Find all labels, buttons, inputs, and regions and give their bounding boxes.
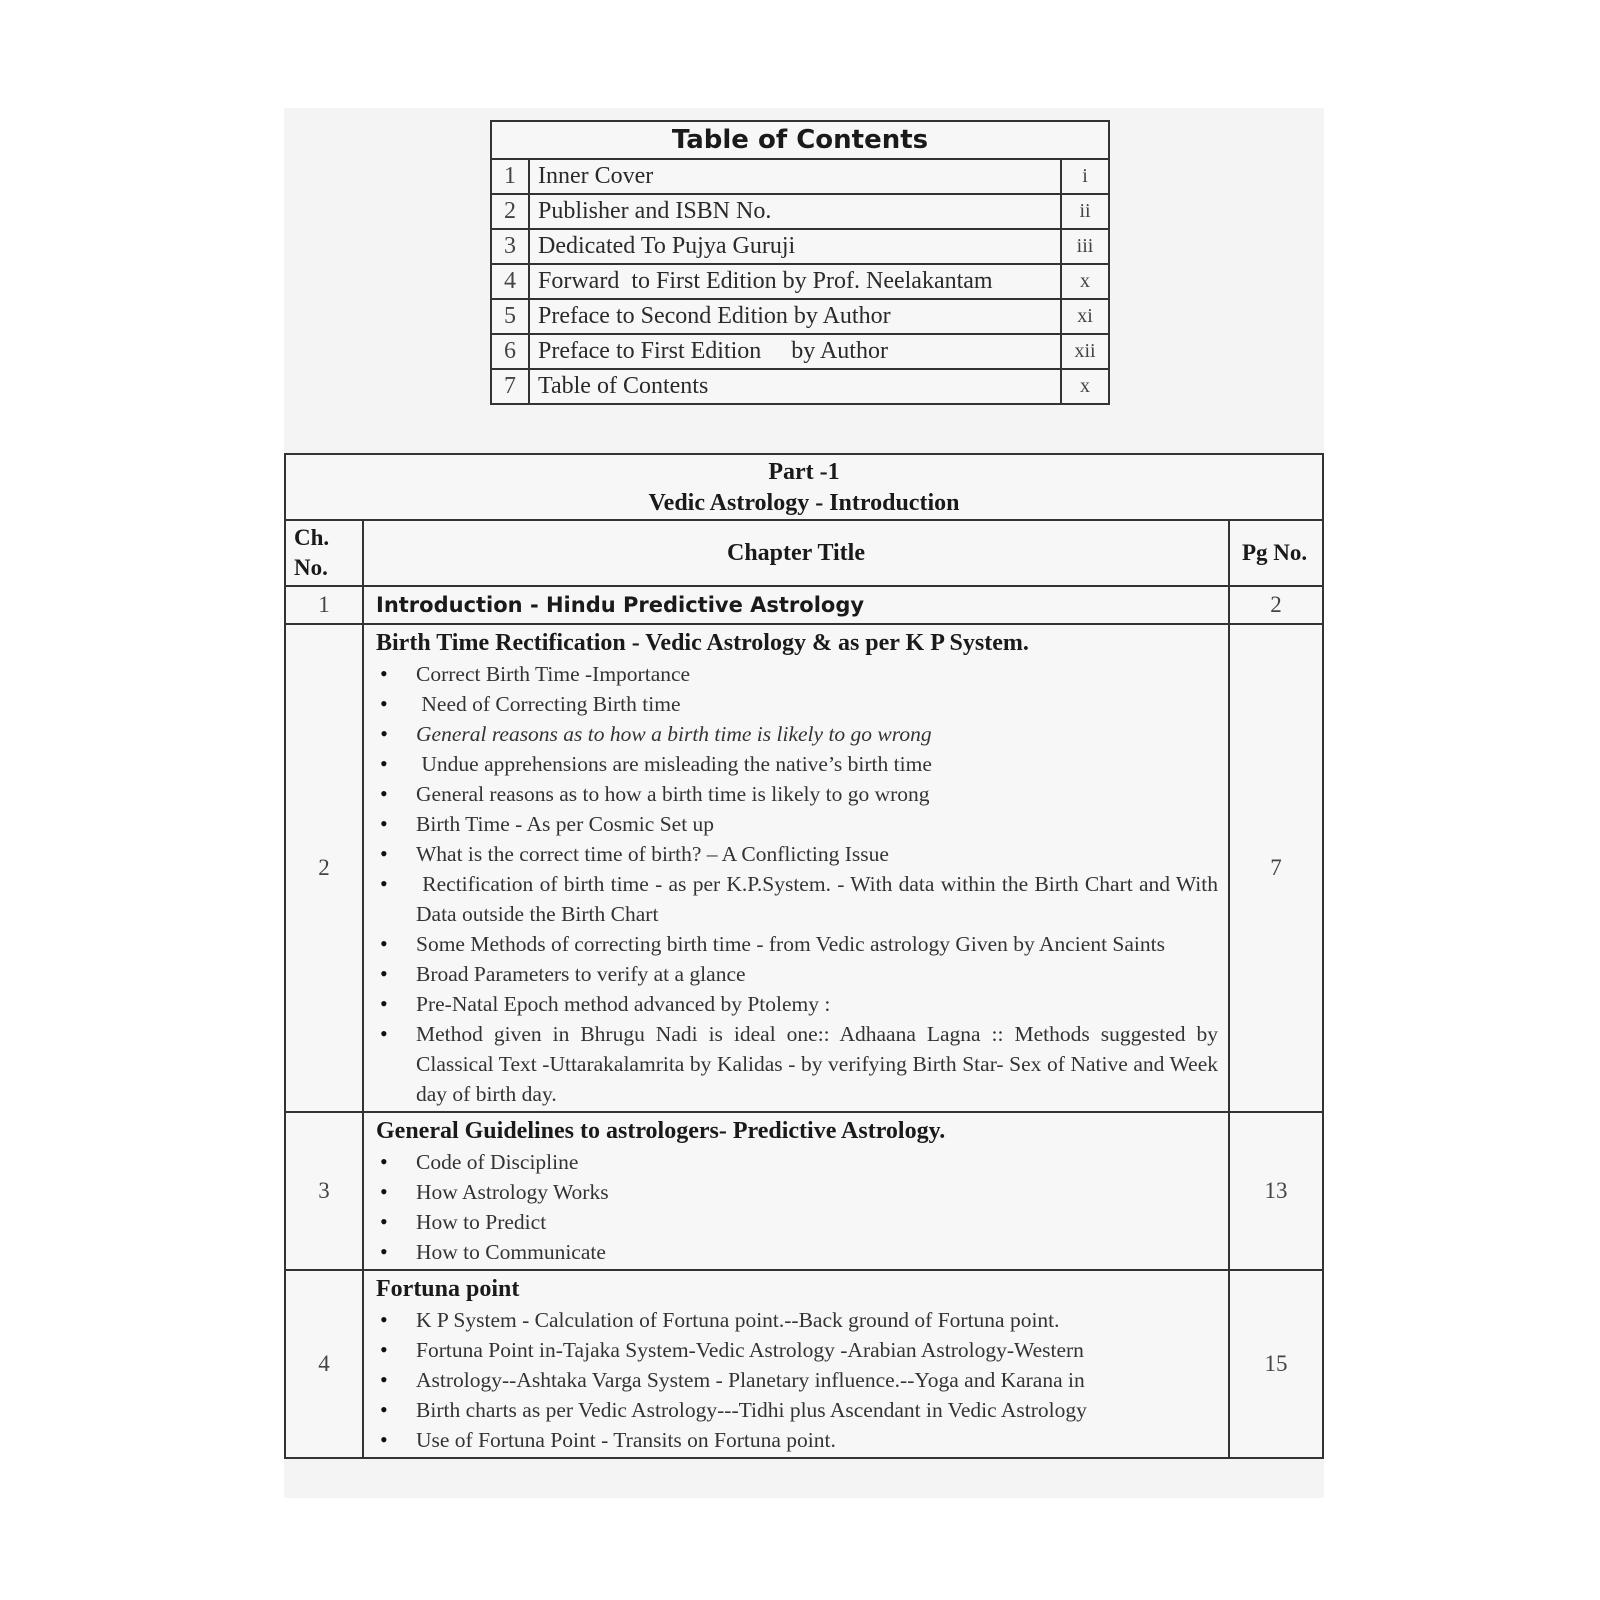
toc-row-title: Forward to First Edition by Prof. Neelakantam [529, 264, 1061, 299]
toc-table [490, 120, 1110, 405]
toc-row-number: 1 [491, 159, 529, 194]
subtopic-list [376, 1305, 1218, 1455]
subtopic-item: • Undue apprehensions are misleading the native’s birth time [376, 749, 1218, 779]
toc-row-title: Table of Contents [529, 369, 1061, 404]
subtopic-item: • Code of Discipline [376, 1147, 1218, 1177]
toc-row-title: Dedicated To Pujya Guruji [529, 229, 1061, 264]
toc-row-number: 3 [491, 229, 529, 264]
toc-row [491, 159, 1109, 194]
toc-row-title: Preface to First Edition by Author [529, 334, 1061, 369]
part-heading: Part -1 [768, 459, 840, 485]
chapter-page: 15 [1229, 1270, 1323, 1458]
column-header-chapter-number: Ch. No. [285, 520, 363, 586]
chapter-number: 1 [285, 586, 363, 624]
toc-row [491, 334, 1109, 369]
chapter-number: 3 [285, 1112, 363, 1270]
chapter-title: General Guidelines to astrologers- Predictive Astrology. [376, 1118, 946, 1144]
subtopic-list [376, 659, 1224, 1109]
subtopic-item: • Rectification of birth time - as per K.P.System. - With data within the Birth Chart and With Data outside the Birth Chart [376, 869, 1218, 929]
subtopic-item: • Astrology--Ashtaka Varga System - Planetary influence.--Yoga and Karana in [376, 1365, 1218, 1395]
subtopic-item: • General reasons as to how a birth time is likely to go wrong [376, 779, 1218, 809]
subtopic-item: • K P System - Calculation of Fortuna point.--Back ground of Fortuna point. [376, 1305, 1218, 1335]
toc-row-page: xi [1061, 299, 1109, 334]
subtopic-item: • Correct Birth Time -Importance [376, 659, 1218, 689]
part-1-table [284, 453, 1324, 1459]
toc-row-number: 7 [491, 369, 529, 404]
chapter-row [285, 1112, 1323, 1270]
toc-row-number: 6 [491, 334, 529, 369]
subtopic-item: • Pre-Natal Epoch method advanced by Ptolemy : [376, 989, 1218, 1019]
subtopic-item: • Use of Fortuna Point - Transits on Fortuna point. [376, 1425, 1218, 1455]
document-page [284, 108, 1324, 1498]
toc-row [491, 194, 1109, 229]
subtopic-item: • What is the correct time of birth? – A Conflicting Issue [376, 839, 1218, 869]
toc-row-number: 5 [491, 299, 529, 334]
subtopic-list [376, 1147, 1218, 1267]
chapter-page: 7 [1229, 624, 1323, 1112]
chapter-title: Fortuna point [376, 1276, 520, 1302]
column-header-page-number: Pg No. [1229, 520, 1323, 586]
toc-row-number: 4 [491, 264, 529, 299]
chapter-number: 2 [285, 624, 363, 1112]
subtopic-item: • Broad Parameters to verify at a glance [376, 959, 1218, 989]
toc-row-page: xii [1061, 334, 1109, 369]
subtopic-item: • Birth Time - As per Cosmic Set up [376, 809, 1218, 839]
subtopic-item: • Birth charts as per Vedic Astrology---Tidhi plus Ascendant in Vedic Astrology [376, 1395, 1218, 1425]
chapter-row [285, 1270, 1323, 1458]
toc-row-page: ii [1061, 194, 1109, 229]
subtopic-item: • Need of Correcting Birth time [376, 689, 1218, 719]
subtopic-item: • How Astrology Works [376, 1177, 1218, 1207]
chapter-title: Birth Time Rectification - Vedic Astrology & as per K P System. [376, 630, 1029, 656]
subtopic-item: • General reasons as to how a birth time is likely to go wrong [376, 719, 1218, 749]
subtopic-item: • Some Methods of correcting birth time - from Vedic astrology Given by Ancient Saints [376, 929, 1218, 959]
toc-row [491, 369, 1109, 404]
chapter-row [285, 586, 1323, 624]
part-subheading: Vedic Astrology - Introduction [648, 490, 960, 516]
column-header-chapter-title: Chapter Title [363, 520, 1229, 586]
subtopic-item: • Fortuna Point in-Tajaka System-Vedic Astrology -Arabian Astrology-Western [376, 1335, 1218, 1365]
toc-title: Table of Contents [491, 121, 1109, 159]
toc-row-page: x [1061, 264, 1109, 299]
chapter-page: 2 [1229, 586, 1323, 624]
toc-row [491, 299, 1109, 334]
toc-row [491, 229, 1109, 264]
toc-row-page: iii [1061, 229, 1109, 264]
toc-row [491, 264, 1109, 299]
toc-row-title: Inner Cover [529, 159, 1061, 194]
part-banner [285, 454, 1323, 520]
chapter-page: 13 [1229, 1112, 1323, 1270]
toc-row-number: 2 [491, 194, 529, 229]
chapter-title: Introduction - Hindu Predictive Astrology [376, 593, 865, 617]
toc-row-title: Preface to Second Edition by Author [529, 299, 1061, 334]
subtopic-item: • Method given in Bhrugu Nadi is ideal one:: Adhaana Lagna :: Methods suggested by Classical Text -Uttarakalamrita by Kalidas - by verifying Birth Star- Sex of Native and Week day of birth day. [376, 1019, 1218, 1109]
toc-row-title: Publisher and ISBN No. [529, 194, 1061, 229]
chapter-number: 4 [285, 1270, 363, 1458]
chapter-row [285, 624, 1323, 1112]
toc-row-page: x [1061, 369, 1109, 404]
toc-row-page: i [1061, 159, 1109, 194]
subtopic-item: • How to Predict [376, 1207, 1218, 1237]
subtopic-item: • How to Communicate [376, 1237, 1218, 1267]
